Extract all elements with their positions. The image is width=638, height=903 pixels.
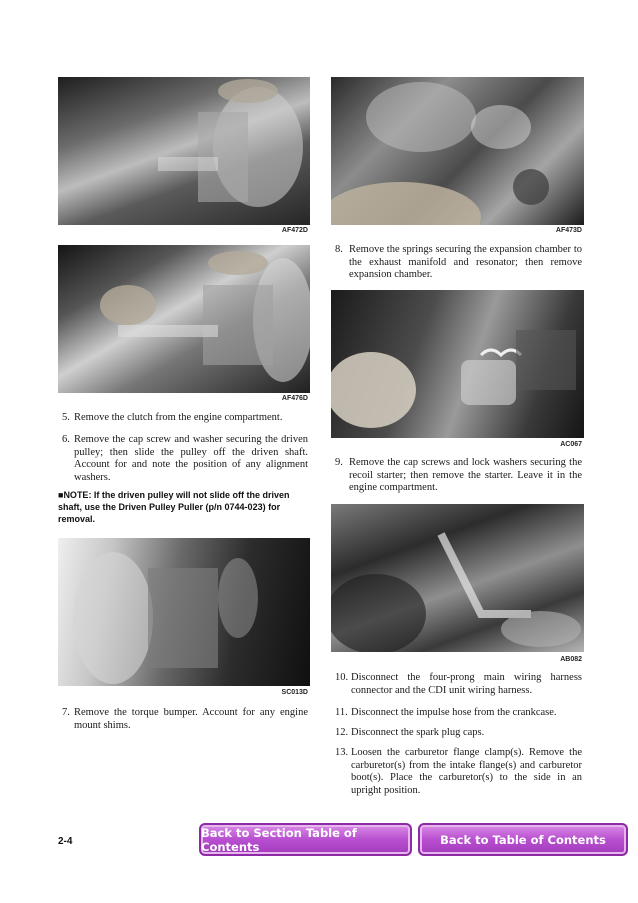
note-text: NOTE: If the driven pulley will not slide off the driven shaft, use the Driven Pulley Puller (p/n 0744-023) for removal. <box>58 490 290 524</box>
step-number: 13. <box>335 747 349 758</box>
photo-af476d <box>58 245 310 393</box>
step-text: Disconnect the spark plug caps. <box>351 727 485 738</box>
step-number: 9. <box>335 457 343 468</box>
step-text: Remove the clutch from the engine compartment. <box>74 412 283 423</box>
step-number: 8. <box>335 244 343 255</box>
step-9 <box>335 457 582 495</box>
step-text: Loosen the carburetor flange clamp(s). Remove the carburetor(s) from the intake flange(s) and carburetor boot(s). Place the carburetor(s) to the side in an upright position. <box>351 747 582 796</box>
photo-sc013d <box>58 538 310 686</box>
step-10 <box>335 672 582 697</box>
photo-af473d <box>331 77 584 225</box>
back-to-section-toc-button[interactable]: Back to Section Table of Contents <box>199 823 412 856</box>
step-text: Remove the torque bumper. Account for any engine mount shims. <box>74 707 308 731</box>
step-number: 7. <box>62 707 70 718</box>
step-6 <box>62 434 308 484</box>
step-13 <box>335 747 582 797</box>
step-text: Remove the springs securing the expansion chamber to the exhaust manifold and resonator; then remove expansion chamber. <box>349 244 582 280</box>
figure-code: SC013D <box>281 689 308 696</box>
figure-code: AB082 <box>560 656 582 663</box>
figure-code: AF472D <box>281 227 308 234</box>
step-11 <box>335 707 582 720</box>
photo-ab082 <box>331 504 584 652</box>
step-number: 6. <box>62 434 70 445</box>
step-5 <box>62 412 308 425</box>
step-text: Remove the cap screw and washer securing the driven pulley; then slide the pulley off the driven shaft. Account for and note the position of any alignment washers. <box>74 434 308 483</box>
photo-af472d <box>58 77 310 225</box>
step-text: Disconnect the impulse hose from the crankcase. <box>351 707 557 718</box>
step-text: Remove the cap screws and lock washers securing the recoil starter; then remove the starter. Leave it in the engine compartment. <box>349 457 582 493</box>
figure-code: AC067 <box>560 441 582 448</box>
step-number: 12. <box>335 727 349 738</box>
step-number: 5. <box>62 412 70 423</box>
step-12 <box>335 727 582 740</box>
page-number: 2-4 <box>58 836 73 847</box>
step-8 <box>335 244 582 282</box>
note-bullet-icon: ■ <box>58 490 64 500</box>
step-number: 10. <box>335 672 349 683</box>
back-to-toc-button[interactable]: Back to Table of Contents <box>418 823 628 856</box>
photo-ac067 <box>331 290 584 438</box>
figure-code: AF473D <box>555 227 582 234</box>
note-block <box>58 489 308 525</box>
step-text: Disconnect the four-prong main wiring harness connector and the CDI unit wiring harness. <box>351 672 582 696</box>
figure-code: AF476D <box>281 395 308 402</box>
step-7 <box>62 707 308 732</box>
step-number: 11. <box>335 707 348 718</box>
